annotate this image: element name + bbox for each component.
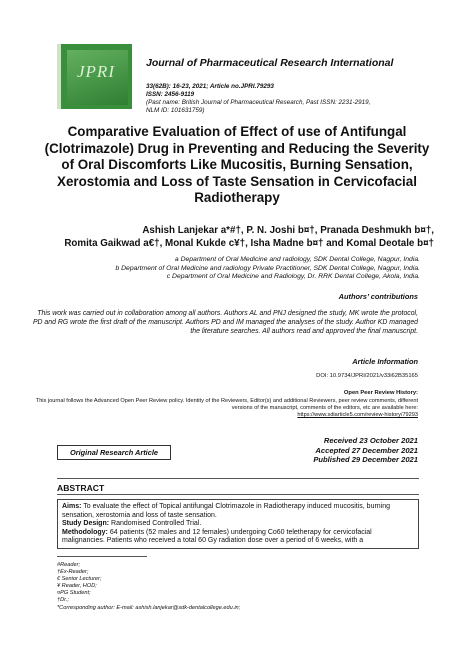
peer-review-heading: Open Peer Review History: [343,390,418,396]
journal-logo-text: JPRI [77,62,115,81]
footnotes [57,562,419,612]
footnote-corresponding[interactable]: *Corresponding author: E-mail: ashish.lanjekar@sdk-dentalcollege.edu.in; [57,604,241,611]
design-label: Study Design: [62,520,110,528]
abstract-methodology [62,529,414,546]
footnote: ¤PG Student; [57,590,91,597]
authors-line-1: Ashish Lanjekar a*#†, P. N. Joshi b¤†, Pranada Deshmukh b¤†, [142,225,434,236]
footnote: †Dr.; [57,597,69,604]
journal-meta [146,83,370,115]
methodology-label: Methodology: [62,528,108,536]
journal-logo [57,44,132,109]
authors [40,225,434,250]
nlm-id: NLM ID: 101631759) [146,107,205,114]
divider-top [57,478,419,479]
authors-line-2: Romita Gaikwad a€†, Monal Kukde c¥†, Isha Madne b¤† and Komal Deotale b¤† [64,237,434,249]
doi: DOI: 10.9734/JPRI/2021/v33i62B35165 [316,373,418,379]
abstract-heading: ABSTRACT [57,483,105,493]
footnote: € Senior Lecturer; [57,576,102,583]
aims-label: Aims: [62,503,82,510]
affiliation-b: b Department of Oral Medicine and radiology Private Practitioner, SDK Dental College, Nagpur, India. [115,264,420,272]
received-date: Received 23 October 2021 [323,436,418,445]
divider-bottom [57,494,419,495]
footnote-rule [57,556,147,557]
article-title: Comparative Evaluation of Effect of use of Antifungal (Clotrimazole) Drug in Preventing and Reducing the Severity of Oral Discomforts Like Mucositis, Burning Sensation, Xerostomia and Loss of Taste Sensation in Cervicofacial Radiotherapy [44,124,430,206]
affiliations [30,256,420,282]
affiliation-c: c Department of Oral Medicine and Radiology, Dr. RRK Dental College, Akola, India. [166,273,420,281]
peer-review-link[interactable]: https://www.sdiarticle5.com/review-history/79293 [297,411,418,418]
published-date: Published 29 December 2021 [313,455,418,465]
peer-review-block [30,398,418,419]
citation: 33(62B): 16-23, 2021; Article no.JPRI.79293 [146,83,274,90]
contributions-text: This work was carried out in collaboration among all authors. Authors AL and PNJ designed the study, MK wrote the protocol, PD and RG wrote the first draft of the manuscript. Authors PD and IM managed the analyses of the study. Author KD managed the literature searches. All authors read and approved the final manuscript. [32,310,418,335]
issn: ISSN: 2456-9119 [146,91,195,98]
design-text: Randomised Controlled Trial. [109,520,202,528]
past-name: (Past name: British Journal of Pharmaceutical Research, Past ISSN: 2231-2919, [146,99,371,106]
aims-text: To evaluate the effect of Topical antifungal Clotrimazole in Radiotherapy induced mucositis, burning sensation, xerostomia and loss of taste sensation. [62,503,391,519]
abstract-box [57,499,419,549]
methodology-text: 64 patients (52 males and 12 females) undergoing Co60 teletherapy for cervicofacial malignancies. Patients who received a total 60 Gy radiation dose over a period of 6 weeks, with a [62,528,372,545]
article-info-heading: Article Information [352,357,418,366]
footnote: ¥ Reader, HOD; [57,583,97,590]
abstract-design [62,520,414,529]
journal-title: Journal of Pharmaceutical Research International [146,57,394,69]
footnote: #Reader; [57,562,81,568]
abstract-aims [62,503,414,520]
article-dates [200,436,418,465]
affiliation-a: a Department of Oral Medicine and radiology, SDK Dental College, Nagpur, India. [174,256,420,263]
peer-review-text: This journal follows the Advanced Open Peer Review policy. Identity of the Reviewers, Editor(s) and additional Reviewers, peer review comments, different versions of the manuscript, comments of the editors, etc are available here: [35,398,418,411]
contributions-heading: Authors’ contributions [338,292,418,301]
article-type-badge: Original Research Article [57,445,171,460]
footnote: †Ex-Reader; [57,569,89,576]
accepted-date: Accepted 27 December 2021 [315,445,418,455]
